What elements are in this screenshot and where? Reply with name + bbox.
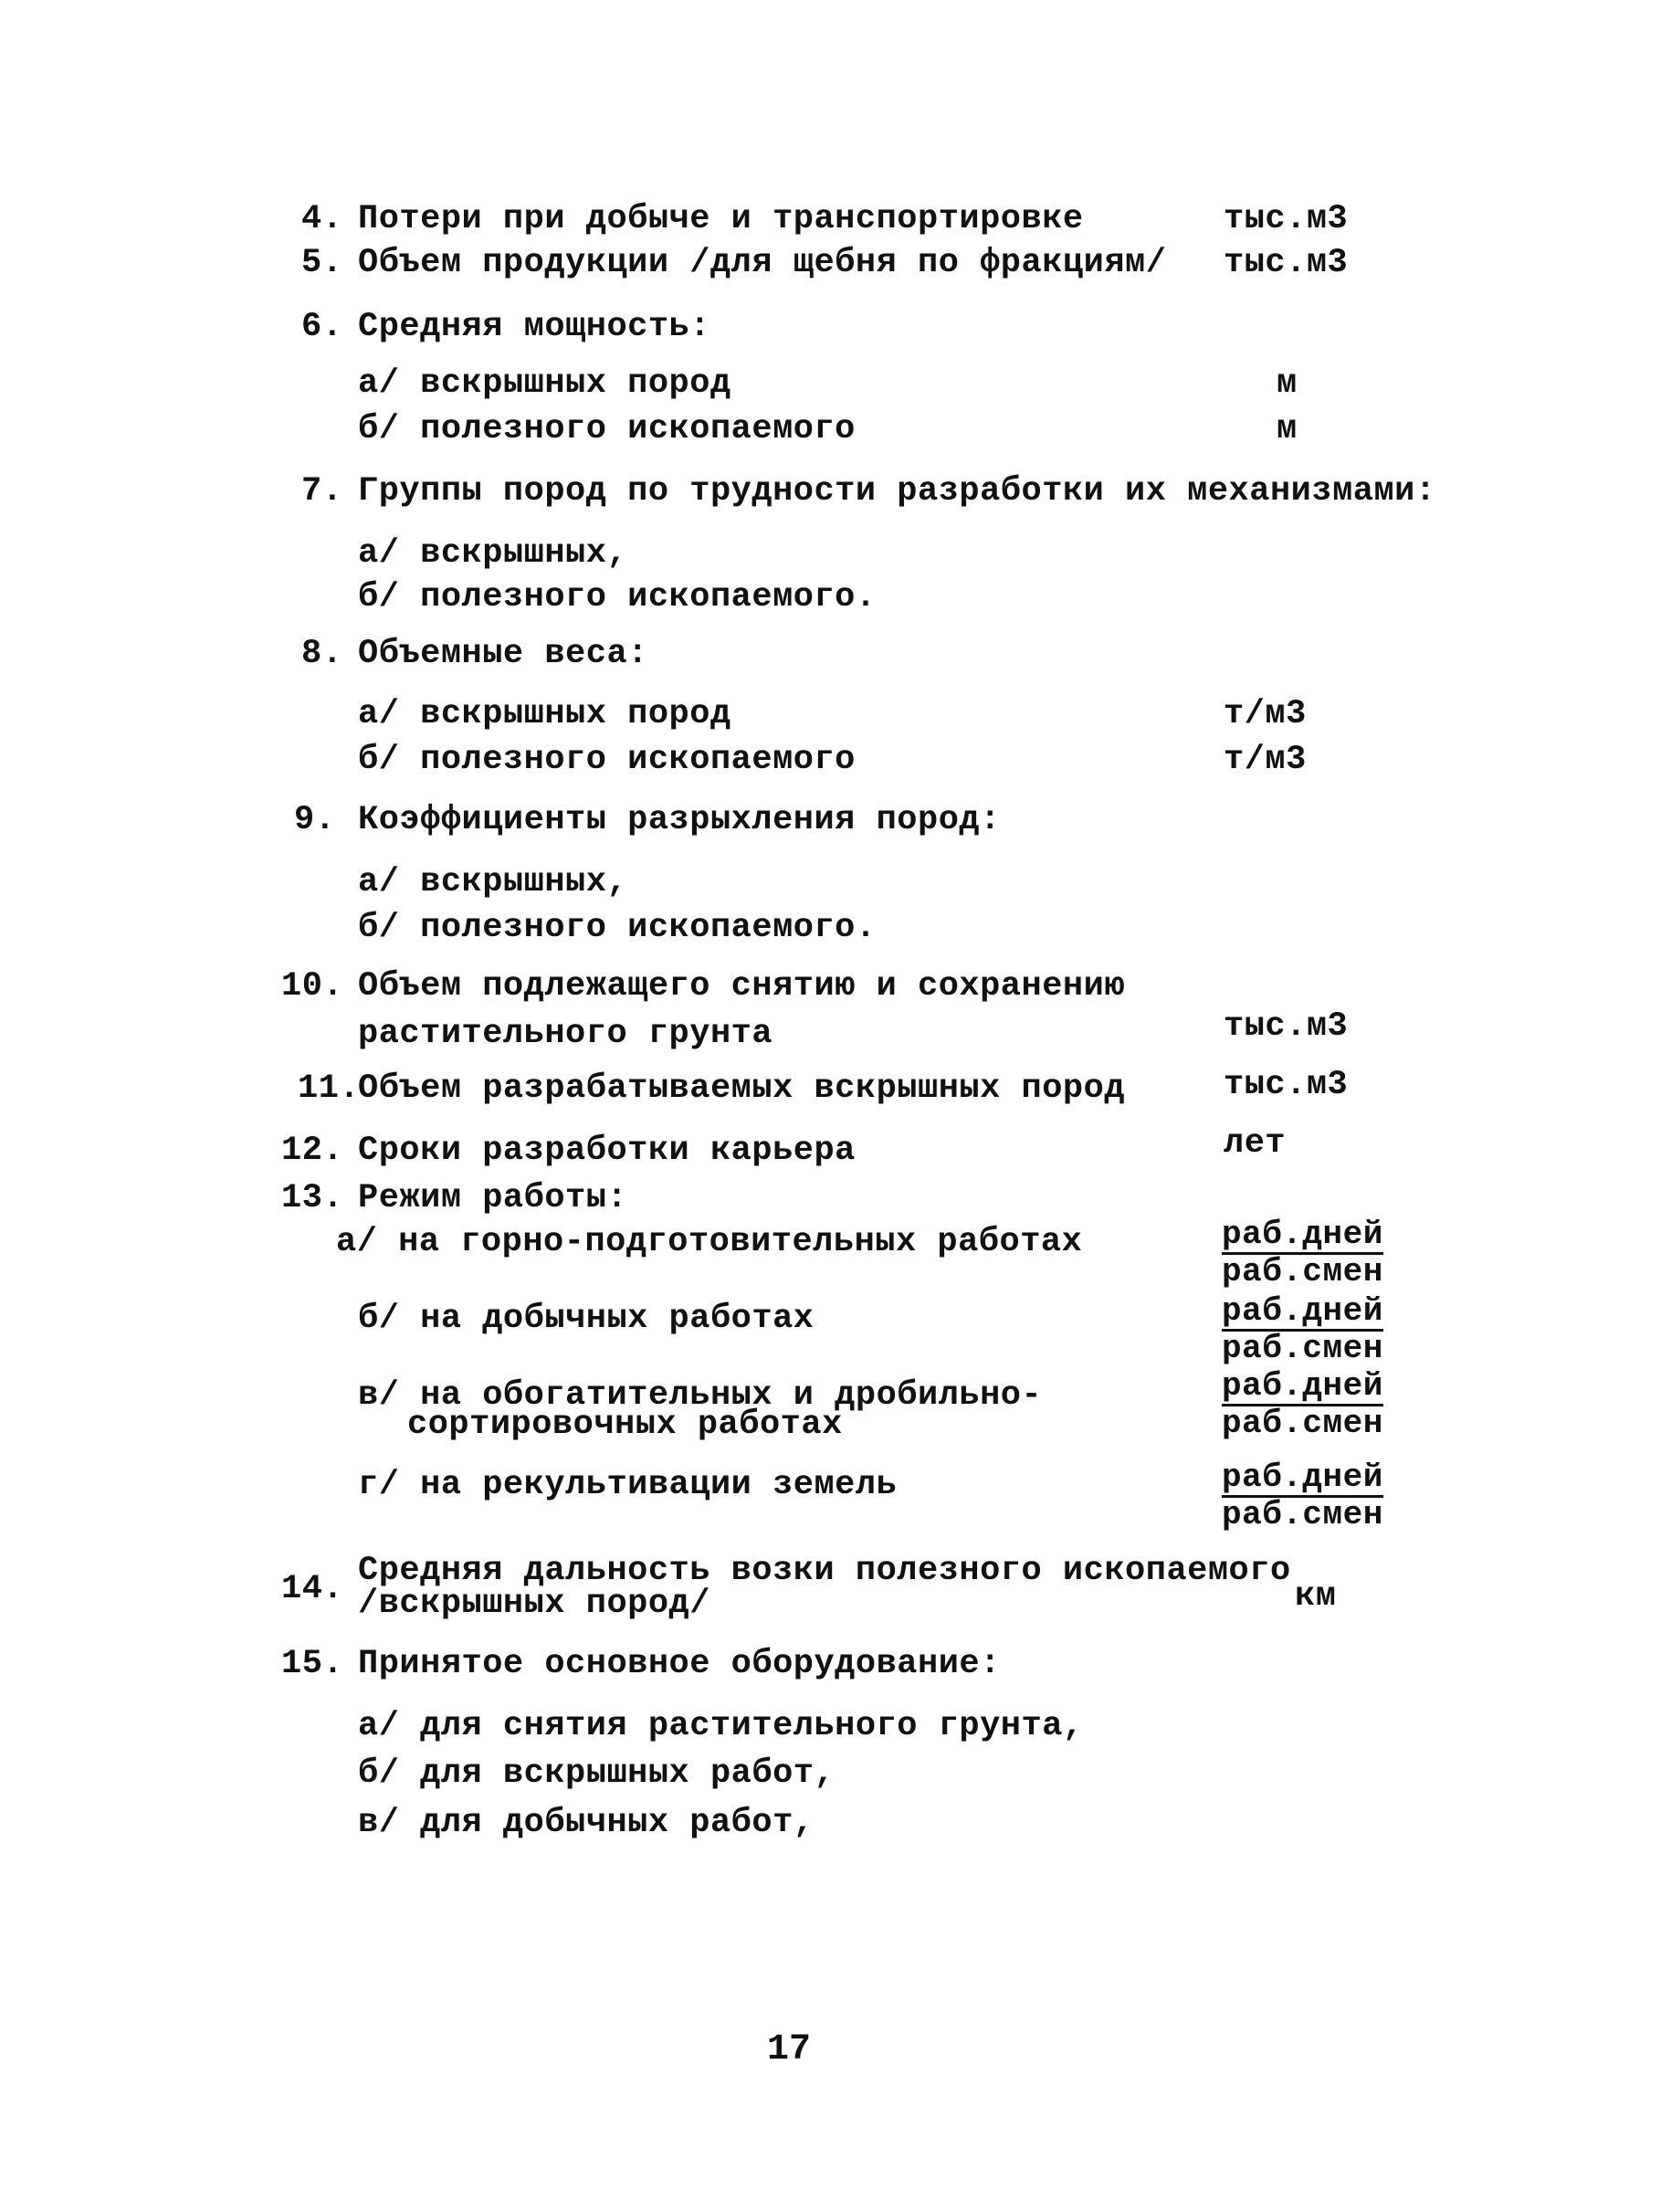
item-8-number: 8. bbox=[301, 635, 343, 673]
page-number: 17 bbox=[767, 2029, 812, 2070]
item-6-number: 6. bbox=[301, 308, 343, 346]
item-12-text: Сроки разработки карьера bbox=[358, 1132, 856, 1170]
item-6b-unit: м bbox=[1277, 410, 1298, 448]
item-13c-text: в/ на обогатительных и дробильно- bbox=[358, 1376, 1043, 1415]
item-13a-unit-denominator: раб.смен bbox=[1222, 1253, 1383, 1290]
item-13d-unit bbox=[1222, 1461, 1383, 1532]
item-13-number: 13. bbox=[281, 1179, 344, 1217]
item-13c-unit-numerator: раб.дней bbox=[1222, 1367, 1383, 1405]
item-6a-text: а/ вскрышных пород bbox=[358, 364, 731, 403]
item-14-unit: км bbox=[1295, 1577, 1337, 1616]
item-9-number: 9. bbox=[294, 801, 336, 839]
item-13b-text: б/ на добычных работах bbox=[358, 1300, 814, 1338]
item-13d-unit-numerator: раб.дней bbox=[1222, 1459, 1383, 1496]
item-13a-unit-numerator: раб.дней bbox=[1222, 1216, 1383, 1253]
item-10-number: 10. bbox=[281, 967, 344, 1006]
item-13c-unit-denominator: раб.смен bbox=[1222, 1405, 1383, 1442]
item-6a-unit: м bbox=[1277, 364, 1298, 403]
item-15-number: 15. bbox=[281, 1645, 344, 1683]
item-14-text-cont: /вскрышных пород/ bbox=[358, 1585, 710, 1623]
item-5-unit: тыс.м3 bbox=[1224, 244, 1349, 282]
item-15c-text: в/ для добычных работ, bbox=[358, 1804, 814, 1842]
item-11-text: Объем разрабатываемых вскрышных пород bbox=[358, 1069, 1126, 1108]
item-13-text: Режим работы: bbox=[358, 1179, 628, 1217]
item-4-text: Потери при добыче и транспортировке bbox=[358, 200, 1084, 238]
item-11-number: 11. bbox=[298, 1069, 361, 1108]
item-12-number: 12. bbox=[281, 1132, 344, 1170]
item-13d-unit-denominator: раб.смен bbox=[1222, 1496, 1383, 1533]
item-8-text: Объемные веса: bbox=[358, 635, 648, 673]
item-5-text: Объем продукции /для щебня по фракциям/ bbox=[358, 244, 1167, 282]
item-10-unit: тыс.м3 bbox=[1224, 1007, 1349, 1046]
item-13a-text: а/ на горно-подготовительных работах bbox=[336, 1223, 1083, 1261]
item-7b-text: б/ полезного ископаемого. bbox=[358, 578, 877, 616]
item-4-unit: тыс.м3 bbox=[1224, 200, 1349, 238]
item-8a-unit: т/м3 bbox=[1224, 695, 1307, 733]
item-4-number: 4. bbox=[301, 200, 343, 238]
item-15b-text: б/ для вскрышных работ, bbox=[358, 1754, 836, 1793]
item-15-text: Принятое основное оборудование: bbox=[358, 1645, 1001, 1683]
item-10-text-cont: растительного грунта bbox=[358, 1015, 773, 1053]
item-9b-text: б/ полезного ископаемого. bbox=[358, 909, 877, 947]
item-13b-unit-numerator: раб.дней bbox=[1222, 1292, 1383, 1330]
item-7a-text: а/ вскрышных, bbox=[358, 534, 628, 573]
item-14-number: 14. bbox=[281, 1570, 344, 1608]
item-7-number: 7. bbox=[301, 472, 343, 511]
item-13b-unit bbox=[1222, 1292, 1383, 1367]
item-13c-unit bbox=[1222, 1367, 1383, 1442]
item-9-text: Коэффициенты разрыхления пород: bbox=[358, 801, 1001, 839]
item-6b-text: б/ полезного ископаемого bbox=[358, 410, 856, 448]
item-8a-text: а/ вскрышных пород bbox=[358, 695, 731, 733]
item-15a-text: а/ для снятия растительного грунта, bbox=[358, 1707, 1084, 1745]
item-8b-unit: т/м3 bbox=[1224, 741, 1307, 779]
item-13b-unit-denominator: раб.смен bbox=[1222, 1330, 1383, 1367]
item-10-text: Объем подлежащего снятию и сохранению bbox=[358, 967, 1126, 1006]
item-13c-text-cont: сортировочных работах bbox=[407, 1406, 843, 1444]
item-8b-text: б/ полезного ископаемого bbox=[358, 741, 856, 779]
item-9a-text: а/ вскрышных, bbox=[358, 863, 628, 901]
item-11-unit: тыс.м3 bbox=[1224, 1066, 1349, 1104]
item-7-text: Группы пород по трудности разработки их механизмами: bbox=[358, 472, 1436, 511]
item-6-text: Средняя мощность: bbox=[358, 308, 710, 346]
item-5-number: 5. bbox=[301, 244, 343, 282]
item-12-unit: лет bbox=[1224, 1124, 1287, 1163]
item-14-text: Средняя дальность возки полезного ископаемого bbox=[358, 1552, 1291, 1590]
item-13d-text: г/ на рекультивации земель bbox=[358, 1466, 898, 1504]
item-13a-unit bbox=[1222, 1218, 1383, 1289]
